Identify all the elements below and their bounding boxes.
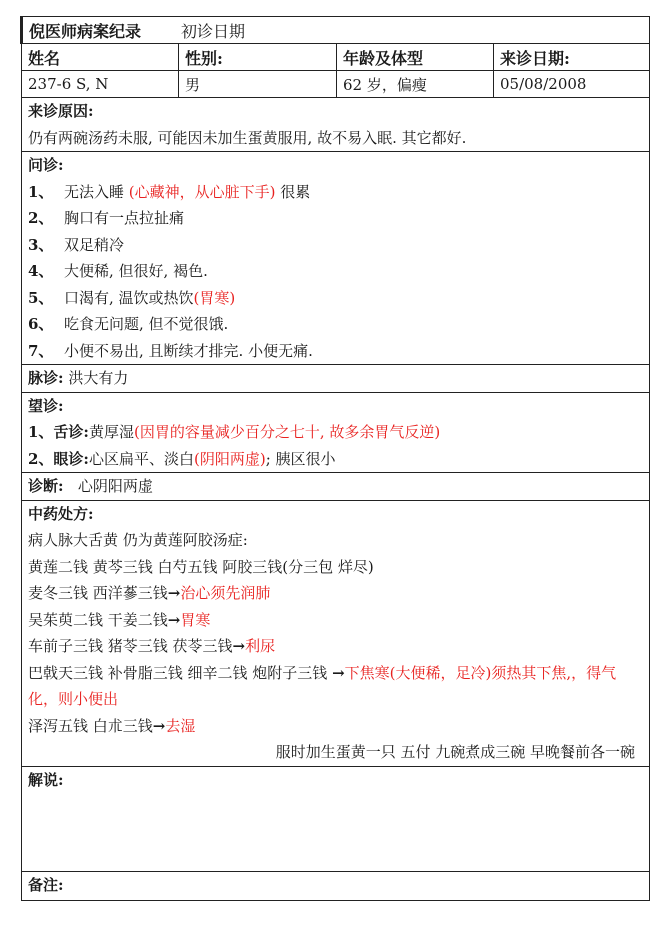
remarks-section	[22, 871, 650, 900]
dosage-instructions: 服时加生蛋黄一只 五付 九碗煮成三碗 早晚餐前各一碗	[275, 743, 636, 761]
pulse-section	[22, 365, 650, 393]
diagnosis-text: 心阴阳两虚	[77, 477, 153, 495]
first-visit-date-label: 初诊日期	[181, 21, 246, 41]
arrow-icon: →	[332, 663, 345, 682]
inquiry-item: 7、 小便不易出, 且断续才排完. 小便无痛.	[28, 341, 313, 360]
reason-text: 仍有两碗汤药未服, 可能因未加生蛋黄服用, 故不易入眠. 其它都好.	[28, 128, 467, 147]
case-record-table	[20, 16, 650, 901]
pulse-row	[22, 365, 650, 393]
prescription-row	[22, 500, 650, 766]
header-sex: 性别:	[179, 44, 337, 71]
inquiry-note: (胃寒)	[193, 288, 236, 307]
inquiry-section	[22, 152, 650, 365]
inquiry-label: 问诊:	[28, 156, 64, 174]
diagnosis-label: 诊断:	[28, 477, 64, 495]
observation-label: 望诊:	[28, 396, 64, 415]
arrow-icon: →	[232, 637, 246, 655]
herb-line: 车前子三钱 猪苓三钱 茯苓三钱→利尿	[28, 637, 276, 655]
document-title-cell	[22, 17, 650, 44]
remarks-label: 备注:	[28, 875, 64, 894]
explanation-label: 解说:	[28, 770, 64, 789]
arrow-icon: →	[167, 584, 181, 602]
inquiry-item: 1、 无法入睡 (心藏神，从心脏下手) 很累	[28, 182, 311, 201]
arrow-icon: →	[152, 716, 166, 735]
patient-date: 05/08/2008	[494, 71, 650, 98]
inquiry-item: 6、 吃食无问题, 但不觉很饿.	[28, 315, 229, 333]
patient-row	[22, 71, 650, 98]
pulse-label: 脉诊:	[28, 369, 64, 387]
reason-section	[22, 98, 650, 152]
header-row	[22, 44, 650, 71]
prescription-intro: 病人脉大舌黄 仍为黄莲阿胶汤症:	[28, 531, 248, 549]
patient-name: 237-6 S, N	[22, 71, 179, 98]
inquiry-note: (心藏神，从心脏下手)	[128, 182, 276, 201]
diagnosis-row	[22, 473, 650, 501]
reason-label: 来诊原因:	[28, 102, 94, 120]
herb-line: 吴茱萸二钱 干姜二钱→胃寒	[28, 610, 211, 629]
document-title: 倪医师病案纪录	[29, 21, 142, 41]
title-row	[22, 17, 650, 44]
herb-line: 黄莲二钱 黄芩三钱 白芍五钱 阿胶三钱(分三包 烊尽)	[28, 557, 374, 576]
eye-diagnosis: 2、眼诊:心区扁平、淡白(阴阳两虚); 胰区很小	[28, 449, 336, 468]
herb-line: 巴戟天三钱 补骨脂三钱 细辛二钱 炮附子三钱 →下焦寒(大便稀，足冷)须热其下焦,，得气化，则小便出	[28, 663, 617, 708]
explanation-section	[22, 766, 650, 871]
diagnosis-section	[22, 473, 650, 501]
prescription-section	[22, 500, 650, 766]
reason-row	[22, 98, 650, 152]
inquiry-row	[22, 152, 650, 365]
inquiry-item: 2、 胸口有一点拉扯痛	[28, 209, 185, 227]
remarks-row	[22, 871, 650, 900]
herb-line: 麦冬三钱 西洋蔘三钱→治心须先润肺	[28, 584, 271, 602]
inquiry-item: 4、 大便稀, 但很好, 褐色.	[28, 262, 208, 280]
herb-line: 泽泻五钱 白朮三钱→去湿	[28, 716, 196, 735]
observation-section	[22, 392, 650, 473]
observation-row	[22, 392, 650, 473]
patient-sex: 男	[179, 71, 337, 98]
header-date: 来诊日期:	[494, 44, 650, 71]
pulse-text: 洪大有力	[68, 369, 129, 387]
header-name: 姓名	[22, 44, 179, 71]
tongue-diagnosis: 1、舌诊:黄厚湿(因胃的容量减少百分之七十, 故多余胃气反逆)	[28, 423, 441, 441]
prescription-label: 中药处方:	[28, 504, 94, 523]
inquiry-item: 3、 双足稍冷	[28, 235, 125, 254]
inquiry-item: 5、 口渴有, 温饮或热饮(胃寒)	[28, 288, 236, 307]
arrow-icon: →	[167, 610, 181, 629]
case-record-sheet	[20, 16, 648, 901]
explanation-row	[22, 766, 650, 871]
header-age: 年龄及体型	[337, 44, 494, 71]
patient-age: 62 岁，偏瘦	[337, 71, 494, 98]
